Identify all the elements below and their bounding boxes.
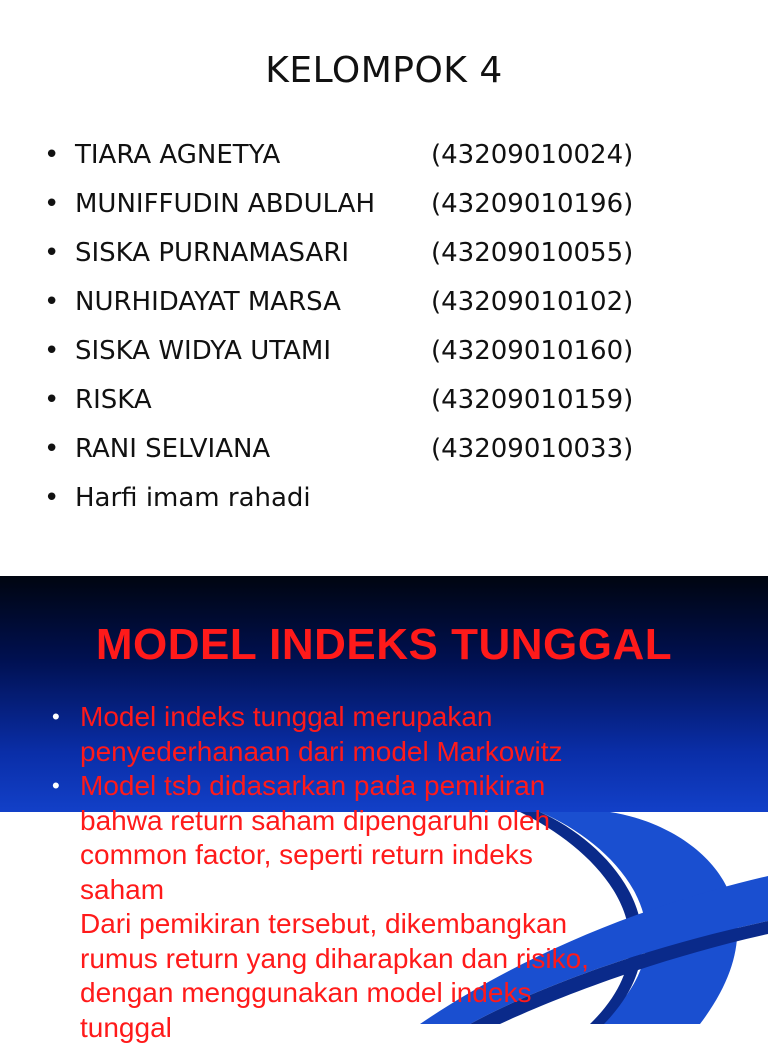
body-line: Model indeks tunggal merupakan <box>80 700 752 735</box>
list-item <box>52 700 752 769</box>
member-list <box>44 140 744 532</box>
body-line: common factor, seperti return indeks <box>80 838 752 873</box>
body-line: Dari pemikiran tersebut, dikembangkan <box>80 907 752 942</box>
slide-body <box>52 700 752 1045</box>
list-item <box>44 238 744 287</box>
list-item <box>44 189 744 238</box>
member-nim: (43209010196) <box>431 189 633 219</box>
member-nim: (43209010102) <box>431 287 633 317</box>
member-name: TIARA AGNETYA <box>75 140 280 170</box>
member-name: MUNIFFUDIN ABDULAH <box>75 189 375 219</box>
body-line: penyederhanaan dari model Markowitz <box>80 735 752 770</box>
list-item <box>44 434 744 483</box>
body-line: Model tsb didasarkan pada pemikiran <box>80 769 752 804</box>
list-item <box>44 385 744 434</box>
member-name: NURHIDAYAT MARSA <box>75 287 341 317</box>
bullet-icon: • <box>44 189 59 219</box>
list-item <box>44 336 744 385</box>
body-line: dengan menggunakan model indeks <box>80 976 752 1011</box>
body-line: bahwa return saham dipengaruhi oleh <box>80 804 752 839</box>
bullet-icon: • <box>44 336 59 366</box>
slide-title: MODEL INDEKS TUNGGAL <box>0 620 768 670</box>
member-name: SISKA WIDYA UTAMI <box>75 336 331 366</box>
member-nim: (43209010024) <box>431 140 633 170</box>
member-name: RANI SELVIANA <box>75 434 270 464</box>
list-item <box>44 140 744 189</box>
bullet-icon: • <box>44 385 59 415</box>
member-name: SISKA PURNAMASARI <box>75 238 349 268</box>
bullet-icon: • <box>44 434 59 464</box>
bullet-icon: • <box>44 483 59 513</box>
member-name: RISKA <box>75 385 152 415</box>
bullet-icon: • <box>52 700 60 735</box>
bullet-icon: • <box>44 287 59 317</box>
member-nim: (43209010055) <box>431 238 633 268</box>
member-nim: (43209010033) <box>431 434 633 464</box>
member-nim: (43209010160) <box>431 336 633 366</box>
body-line: saham <box>80 873 752 908</box>
body-line: tunggal <box>80 1011 752 1045</box>
bullet-icon: • <box>44 140 59 170</box>
member-nim: (43209010159) <box>431 385 633 415</box>
member-name: Harfi imam rahadi <box>75 483 311 513</box>
bullet-icon: • <box>52 769 60 804</box>
slide-title: KELOMPOK 4 <box>0 50 768 91</box>
list-item <box>44 483 744 532</box>
bullet-icon: • <box>44 238 59 268</box>
list-item <box>52 769 752 1045</box>
body-line: rumus return yang diharapkan dan risiko, <box>80 942 752 977</box>
list-item <box>44 287 744 336</box>
slide-model-indeks <box>0 576 768 1024</box>
